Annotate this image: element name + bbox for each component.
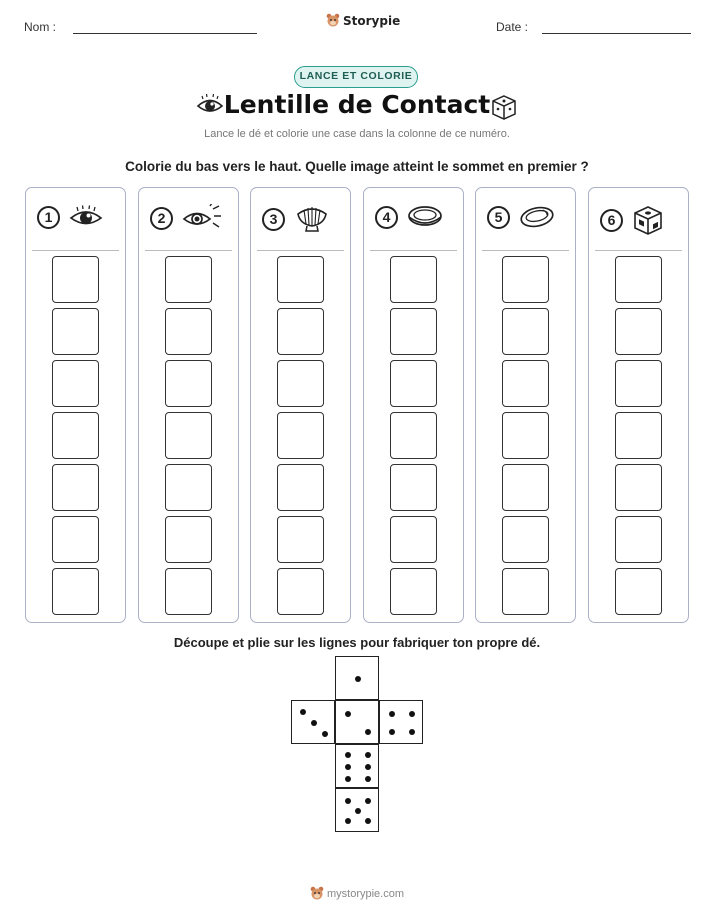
color-cell[interactable] xyxy=(390,568,437,615)
column-3 xyxy=(250,187,351,623)
color-cell[interactable] xyxy=(615,464,662,511)
dice-pip xyxy=(345,776,351,782)
color-cell[interactable] xyxy=(502,568,549,615)
dice-pip xyxy=(365,776,371,782)
color-cell[interactable] xyxy=(277,516,324,563)
brand-name: Storypie xyxy=(343,13,401,28)
color-cell[interactable] xyxy=(165,412,212,459)
color-cell[interactable] xyxy=(277,360,324,407)
color-cell[interactable] xyxy=(277,256,324,303)
eye-icon xyxy=(69,204,103,230)
dice-face-6 xyxy=(335,744,379,788)
bear-mascot-icon xyxy=(326,13,340,28)
instruction-text: Colorie du bas vers le haut. Quelle image atteint le sommet en premier ? xyxy=(125,159,589,174)
column-1 xyxy=(25,187,126,623)
activity-badge: LANCE ET COLORIE xyxy=(294,66,418,88)
column-number: 5 xyxy=(487,206,510,229)
dice-pip xyxy=(365,752,371,758)
color-cell[interactable] xyxy=(502,464,549,511)
color-cell[interactable] xyxy=(502,516,549,563)
sparkle-eye-icon xyxy=(182,204,222,232)
column-number: 6 xyxy=(600,209,623,232)
page-title: Lentille de Contact xyxy=(223,90,491,119)
color-cell[interactable] xyxy=(52,568,99,615)
color-cell[interactable] xyxy=(502,412,549,459)
dice-pip xyxy=(389,711,395,717)
dice-pip xyxy=(365,729,371,735)
page-subtitle: Lance le dé et colorie une case dans la colonne de ce numéro. xyxy=(204,128,510,140)
dice-face-1 xyxy=(335,656,379,700)
color-cell[interactable] xyxy=(52,360,99,407)
dice-pip xyxy=(355,808,361,814)
column-divider xyxy=(595,250,682,251)
dice-pip xyxy=(345,798,351,804)
dice-pip xyxy=(345,818,351,824)
color-cell[interactable] xyxy=(165,360,212,407)
dice-pip xyxy=(365,764,371,770)
color-cell[interactable] xyxy=(615,256,662,303)
color-cell[interactable] xyxy=(277,308,324,355)
color-cell[interactable] xyxy=(165,516,212,563)
color-cell[interactable] xyxy=(52,308,99,355)
dice-pip xyxy=(322,731,328,737)
color-cell[interactable] xyxy=(615,516,662,563)
dice-face-2 xyxy=(335,700,379,744)
dice-face-4 xyxy=(379,700,423,744)
color-cell[interactable] xyxy=(52,256,99,303)
column-2 xyxy=(138,187,239,623)
dice-icon xyxy=(632,204,664,236)
color-cell[interactable] xyxy=(390,412,437,459)
color-cell[interactable] xyxy=(502,360,549,407)
color-cell[interactable] xyxy=(615,308,662,355)
dice-pip xyxy=(355,676,361,682)
color-cell[interactable] xyxy=(165,308,212,355)
column-header xyxy=(37,204,103,230)
date-label: Date : xyxy=(496,20,529,34)
footer xyxy=(310,886,404,901)
dice-face-3 xyxy=(291,700,335,744)
column-header xyxy=(150,204,222,232)
dice-pip xyxy=(345,752,351,758)
contact-lens-icon xyxy=(519,204,555,230)
column-number: 2 xyxy=(150,207,173,230)
color-cell[interactable] xyxy=(165,464,212,511)
color-cell[interactable] xyxy=(502,256,549,303)
color-cell[interactable] xyxy=(390,516,437,563)
column-divider xyxy=(145,250,232,251)
name-label: Nom : xyxy=(24,20,57,34)
dice-pip xyxy=(300,709,306,715)
color-cell[interactable] xyxy=(52,412,99,459)
color-cell[interactable] xyxy=(277,568,324,615)
dice-pip xyxy=(311,720,317,726)
column-header xyxy=(262,204,330,234)
column-header xyxy=(375,204,443,230)
dice-pip xyxy=(365,798,371,804)
name-line[interactable] xyxy=(73,33,257,34)
column-4 xyxy=(363,187,464,623)
column-number: 4 xyxy=(375,206,398,229)
color-cell[interactable] xyxy=(502,308,549,355)
footer-url: mystorypie.com xyxy=(327,887,405,900)
dice-pip xyxy=(409,711,415,717)
color-cell[interactable] xyxy=(615,412,662,459)
column-divider xyxy=(257,250,344,251)
dice-pip xyxy=(389,729,395,735)
dice-icon xyxy=(490,93,518,121)
color-cell[interactable] xyxy=(277,464,324,511)
column-divider xyxy=(370,250,457,251)
color-cell[interactable] xyxy=(165,568,212,615)
lens-case-icon xyxy=(407,204,443,230)
column-header xyxy=(487,204,555,230)
date-line[interactable] xyxy=(542,33,691,34)
dice-pip xyxy=(345,711,351,717)
brand-logo xyxy=(326,13,400,28)
color-cell[interactable] xyxy=(390,464,437,511)
dice-face-5 xyxy=(335,788,379,832)
column-5 xyxy=(475,187,576,623)
color-cell[interactable] xyxy=(390,360,437,407)
color-cell[interactable] xyxy=(615,568,662,615)
bear-mascot-icon xyxy=(310,886,324,901)
column-header xyxy=(600,204,664,236)
column-6 xyxy=(588,187,689,623)
color-cell[interactable] xyxy=(165,256,212,303)
dice-pip xyxy=(345,764,351,770)
color-cell[interactable] xyxy=(390,256,437,303)
color-cell[interactable] xyxy=(390,308,437,355)
color-cell[interactable] xyxy=(52,464,99,511)
color-cell[interactable] xyxy=(52,516,99,563)
dice-pip xyxy=(365,818,371,824)
color-cell[interactable] xyxy=(277,412,324,459)
color-cell[interactable] xyxy=(615,360,662,407)
clam-shell-icon xyxy=(294,204,330,234)
column-number: 3 xyxy=(262,208,285,231)
column-divider xyxy=(482,250,569,251)
column-number: 1 xyxy=(37,206,60,229)
column-divider xyxy=(32,250,119,251)
dice-pip xyxy=(409,729,415,735)
dice-instruction: Découpe et plie sur les lignes pour fabriquer ton propre dé. xyxy=(173,635,541,650)
